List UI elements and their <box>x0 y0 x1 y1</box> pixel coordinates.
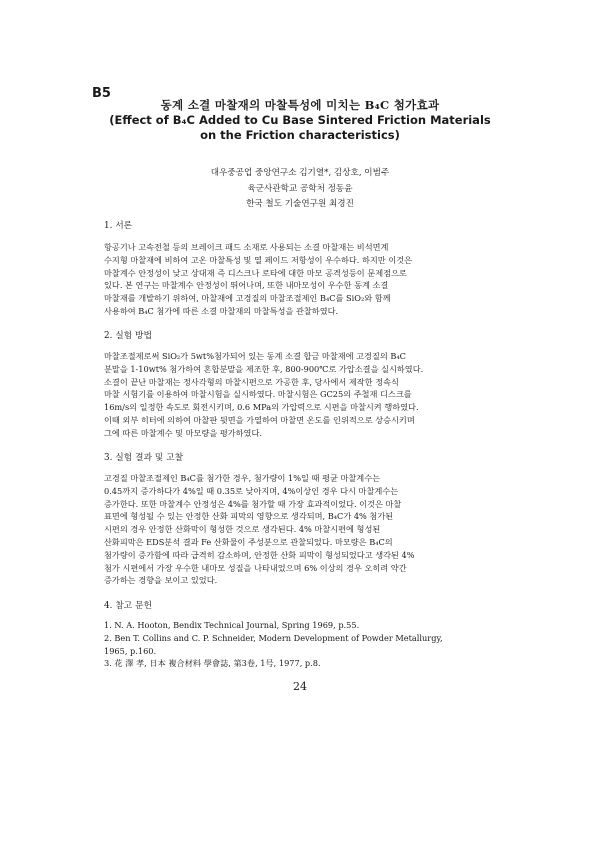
reference-item: 2. Ben T. Collins and C. P. Schneider, Modern Development of Powder Metallurgy, <box>104 632 443 643</box>
section-body-results <box>104 472 499 587</box>
reference-item: 3. 花 澤 孝, 日本 複合材料 學會誌, 第3卷, 1号, 1977, p.8. <box>104 658 321 669</box>
section-heading-references: 4. 참고 문헌 <box>104 601 152 611</box>
text-line: 소결이 끝난 마찰재는 정사각형의 마찰시편으로 가공한 후, 당사에서 제작한 정속식 <box>104 376 399 387</box>
page-number: 24 <box>293 680 307 693</box>
text-line: 항공기나 고속전철 등의 브레이크 패드 소재로 사용되는 소결 마찰재는 비석면계 <box>104 242 389 252</box>
title-korean: 동계 소결 마찰재의 마찰특성에 미치는 B₄C 첨가효과 <box>160 98 440 112</box>
text-line: 수지형 마찰재에 비하여 고온 마찰특성 및 열 페이드 저항성이 우수하다. 하지만 이것은 <box>104 254 413 265</box>
text-line: 16m/s의 일정한 속도로 회전시키며, 0.6 MPa의 가압력으로 시편을 마찰시켜 행하였다. <box>104 402 419 413</box>
title-english-line2: on the Friction characteristics) <box>200 128 400 142</box>
text-line: 고경질 마찰조절제인 B₄C를 첨가한 경우, 첨가량이 1%일 때 평균 마찰계수는 <box>104 473 381 483</box>
section-heading-methods: 2. 실험 방법 <box>104 331 152 341</box>
section-heading-results: 3. 실험 결과 및 고찰 <box>104 453 184 463</box>
text-line: 시편의 경우 안정한 산화막이 형성한 것으로 생각된다. 4% 마찰시편에 형성된 <box>104 524 381 535</box>
text-line: 첨가 시편에서 가장 우수한 내마모 성질을 나타내었으며 6% 이상의 경우 오히려 약간 <box>104 562 407 573</box>
author-line: 육군사관학교 공학처 정동윤 <box>247 183 353 194</box>
text-line: 있다. 본 연구는 마찰계수 안정성이 뛰어나며, 또한 내마모성이 우수한 동계 소결 <box>104 280 389 291</box>
text-line: 사용하여 B₄C 첨가에 따른 소결 마찰재의 마찰특성을 관찰하였다. <box>104 305 339 316</box>
text-line: 마찰계수 안정성이 낮고 상대재 즉 디스크나 로타에 대한 마모 공격성등이 문제점으로 <box>104 267 407 278</box>
author-line: 한국 철도 기술연구원 최경진 <box>246 199 354 209</box>
title-english-line1: (Effect of B₄C Added to Cu Base Sintered Friction Materials <box>109 113 491 127</box>
reference-item: 1. N. A. Hooton, Bendix Technical Journal, Spring 1969, p.55. <box>104 620 360 630</box>
section-body-introduction <box>104 241 499 318</box>
text-line: 증가한다. 또한 마찰계수 안정성은 4%를 첨가할 때 가장 효과적이었다. 이것은 마찰 <box>104 498 402 509</box>
text-line: 0.45까지 증가하다가 4%일 때 0.35로 낮아지며, 4%이상인 경우 다시 마찰계수는 <box>104 485 399 496</box>
text-line: 이때 외부 히터에 의하여 마찰판 뒷면을 가열하여 마찰면 온도를 인위적으로 상승시키며 <box>104 414 415 425</box>
text-line: 그에 따른 마찰계수 및 마모량을 평가하였다. <box>104 427 262 438</box>
section-heading-introduction: 1. 서론 <box>104 221 133 231</box>
author-line: 대우중공업 중앙연구소 김기열*, 김상호, 이범주 <box>210 168 390 178</box>
reference-item: 1965, p.160. <box>104 645 157 656</box>
text-line: 표면에 형성될 수 있는 안정한 산화 피막의 영향으로 생각되며, B₄C가 4% 첨가된 <box>104 511 394 522</box>
author-block <box>0 166 600 213</box>
text-line: 마찰재를 개발하기 위하여, 마찰재에 고경질의 마찰조절제인 B₄C를 SiO₂와 함께 <box>104 293 391 304</box>
paper-code: B5 <box>92 86 111 101</box>
text-line: 마찰 시험기를 이용하여 마찰시험을 실시하였다. 마찰시험은 GC25의 주철재 디스크를 <box>104 389 412 400</box>
section-body-methods <box>104 350 499 440</box>
text-line: 마찰조절제로써 SiO₂가 5wt%첨가되어 있는 동계 소결 합금 마찰재에 고경질의 B₄C <box>104 351 406 361</box>
text-line: 첨가량이 증가함에 따라 급격히 감소하며, 안정한 산화 피막이 형성되었다고 생각된 4% <box>104 549 415 560</box>
text-line: 분말을 1-10wt% 첨가하여 혼합분말을 제조한 후, 800-900℃로 가압소결을 실시하였다. <box>104 363 424 374</box>
text-line: 증가하는 경향을 보이고 있었다. <box>104 575 218 586</box>
reference-list <box>104 619 504 670</box>
text-line: 산화피막은 EDS분석 결과 Fe 산화물이 주성분으로 관찰되었다. 마모량은 B₄C의 <box>104 536 393 547</box>
